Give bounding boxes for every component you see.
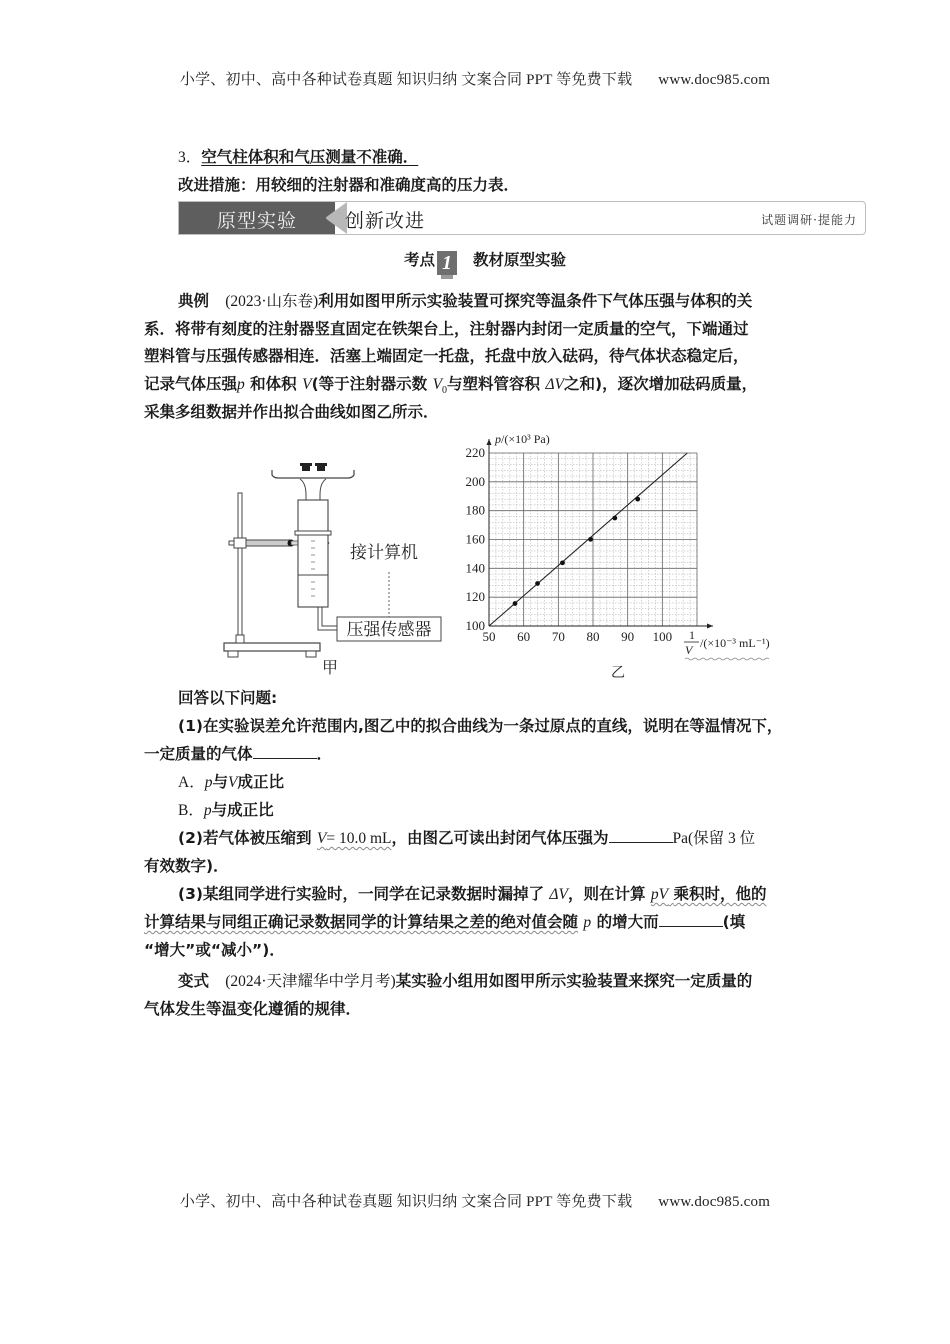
text: 之和)，逐次增加砝码质量， xyxy=(564,375,758,393)
figure-chart xyxy=(455,430,795,685)
footer-url[interactable]: www.doc985.com xyxy=(658,1194,771,1210)
apparatus-drawing xyxy=(214,455,459,680)
text: ，由图乙可读出封闭气体压强为 xyxy=(391,829,609,847)
option-a[interactable] xyxy=(144,769,814,797)
option-a-label: A． xyxy=(178,774,205,791)
banner-dark-slant xyxy=(317,202,335,234)
svg-text:140: 140 xyxy=(465,560,485,576)
text: 的增大而 xyxy=(596,913,659,931)
example-line-5: 采集多组数据并作出拟合曲线如图乙所示． xyxy=(144,403,439,421)
var-delta-V: ΔV xyxy=(549,886,568,903)
var-V0: V xyxy=(432,376,443,393)
var-pV: pV xyxy=(650,886,669,903)
var-p: p xyxy=(583,914,592,931)
svg-text:90: 90 xyxy=(621,629,635,644)
svg-text:60: 60 xyxy=(517,629,531,644)
answer-blank-1[interactable] xyxy=(253,744,317,759)
text: 与成正比 xyxy=(211,801,274,819)
text: ． xyxy=(316,745,333,763)
variant-source: (2024·天津耀华中学月考) xyxy=(225,973,396,990)
header-text: 小学、初中、高中各种试卷真题 知识归纳 文案合同 PPT 等免费下载 xyxy=(179,72,633,88)
svg-text:100: 100 xyxy=(652,629,673,644)
questions-intro: 回答以下问题: xyxy=(178,689,278,707)
text: 某实验小组用如图甲所示实验装置来探究一定质量的 xyxy=(395,972,753,990)
question-3-line-1 xyxy=(144,881,814,909)
answer-blank-2[interactable] xyxy=(609,828,673,843)
answer-blank-3[interactable] xyxy=(659,912,723,927)
svg-text:180: 180 xyxy=(465,502,485,518)
section-prefix: 考点 xyxy=(404,251,436,269)
svg-text:200: 200 xyxy=(465,473,485,489)
page-footer xyxy=(0,1190,950,1211)
text: (等于注射器示数 xyxy=(311,375,428,393)
y-axis-label: p/(×10³ Pa) xyxy=(495,432,550,446)
item-3-number: 3． xyxy=(178,149,202,166)
svg-text:120: 120 xyxy=(465,589,485,605)
banner-right-label: 试题调研·提能力 xyxy=(761,213,857,227)
sensor-label: 压强传感器 xyxy=(346,620,432,639)
pressure-vs-inverse-volume-chart xyxy=(455,430,795,685)
svg-text:50: 50 xyxy=(482,629,496,644)
example-line-2: 系．将带有刻度的注射器竖直固定在铁架台上，注射器内封闭一定质量的空气，下端通过 xyxy=(144,320,749,338)
figure-caption-jia: 甲 xyxy=(321,660,339,677)
example-source: (2023·山东卷) xyxy=(225,293,319,310)
subscript-0: 0 xyxy=(442,385,448,397)
svg-text:220: 220 xyxy=(465,445,485,460)
text: (2)若气体被压缩到 xyxy=(178,829,312,847)
var-p: p xyxy=(237,376,245,393)
improvement-text: 改进措施：用较细的注射器和准确度高的压力表． xyxy=(178,176,520,194)
example-line-1: 利用如图甲所示实验装置可探究等温条件下气体压强与体积的关 xyxy=(318,292,753,310)
text: Pa(保留 3 位 xyxy=(672,830,756,847)
option-b[interactable] xyxy=(144,797,814,825)
section-banner xyxy=(178,201,866,235)
x-axis-label-numerator: 1 xyxy=(689,628,695,642)
svg-text:70: 70 xyxy=(551,629,565,644)
var-V: V xyxy=(316,830,327,847)
var-p: p xyxy=(204,774,213,791)
var-delta-V: ΔV xyxy=(545,376,565,393)
text: (3)某组同学进行实验时，一同学在记录数据时漏掉了 xyxy=(178,885,544,903)
text: 和体积 xyxy=(250,375,297,393)
chart-grid xyxy=(489,453,697,626)
text: 乘积时，他的 xyxy=(673,885,767,903)
figure-caption-yi: 乙 xyxy=(611,666,625,681)
question-1-line-1: (1)在实验误差允许范围内,图乙中的拟合曲线为一条过原点的直线，说明在等温情况下， xyxy=(178,717,783,735)
banner-left-label: 原型实验 xyxy=(217,210,298,232)
section-title: 教材原型实验 xyxy=(473,251,567,269)
example-line-3: 塑料管与压强传感器相连．活塞上端固定一托盘，托盘中放入砝码，待气体状态稳定后， xyxy=(144,347,749,365)
svg-text:100: 100 xyxy=(465,618,485,633)
question-2-line-2: 有效数字)． xyxy=(144,857,229,875)
var-p: p xyxy=(203,802,212,819)
section-number-badge: 1 xyxy=(437,251,457,275)
page-header xyxy=(0,68,950,89)
variant-label: 变式 xyxy=(178,972,210,990)
question-3-line-2 xyxy=(144,909,814,937)
example-label: 典例 xyxy=(178,292,210,310)
example-paragraph xyxy=(144,288,814,316)
text: 成正比 xyxy=(237,773,284,791)
computer-label: 接计算机 xyxy=(350,543,418,562)
banner-middle-label: 创新改进 xyxy=(345,210,426,232)
text: ，则在计算 xyxy=(567,885,646,903)
text: 一定质量的气体 xyxy=(144,745,253,763)
var-V: V xyxy=(227,774,238,791)
x-axis-label-denominator: V xyxy=(685,643,693,657)
text: 计算结果与同组正确记录数据同学的计算结果之差的绝对值会随 xyxy=(144,913,579,931)
item-3-text: 空气柱体积和气压测量不准确． xyxy=(201,148,419,166)
svg-text:80: 80 xyxy=(586,629,600,644)
volume-value: = 10.0 mL xyxy=(326,830,392,847)
svg-text:160: 160 xyxy=(465,531,485,547)
text: (填 xyxy=(722,913,746,931)
text: 与塑料管容积 xyxy=(447,375,541,393)
option-b-label: B． xyxy=(178,802,204,819)
text: 与 xyxy=(212,773,228,791)
question-2-line-1 xyxy=(144,825,814,853)
variant-paragraph xyxy=(144,968,814,996)
text: 记录气体压强 xyxy=(144,375,238,393)
footer-text: 小学、初中、高中各种试卷真题 知识归纳 文案合同 PPT 等免费下载 xyxy=(179,1194,633,1210)
var-V: V xyxy=(302,376,312,393)
question-3-line-3: “增大”或“减小”)． xyxy=(144,941,285,959)
question-1-line-2 xyxy=(144,741,814,769)
item-3 xyxy=(178,145,418,167)
figure-apparatus xyxy=(214,455,459,680)
wavy-underline xyxy=(685,658,769,660)
section-heading xyxy=(404,248,566,275)
variant-line-2: 气体发生等温变化遵循的规律． xyxy=(144,1000,362,1018)
x-axis-label-unit: /(×10⁻³ mL⁻¹) xyxy=(700,636,770,650)
header-url[interactable]: www.doc985.com xyxy=(658,72,771,88)
